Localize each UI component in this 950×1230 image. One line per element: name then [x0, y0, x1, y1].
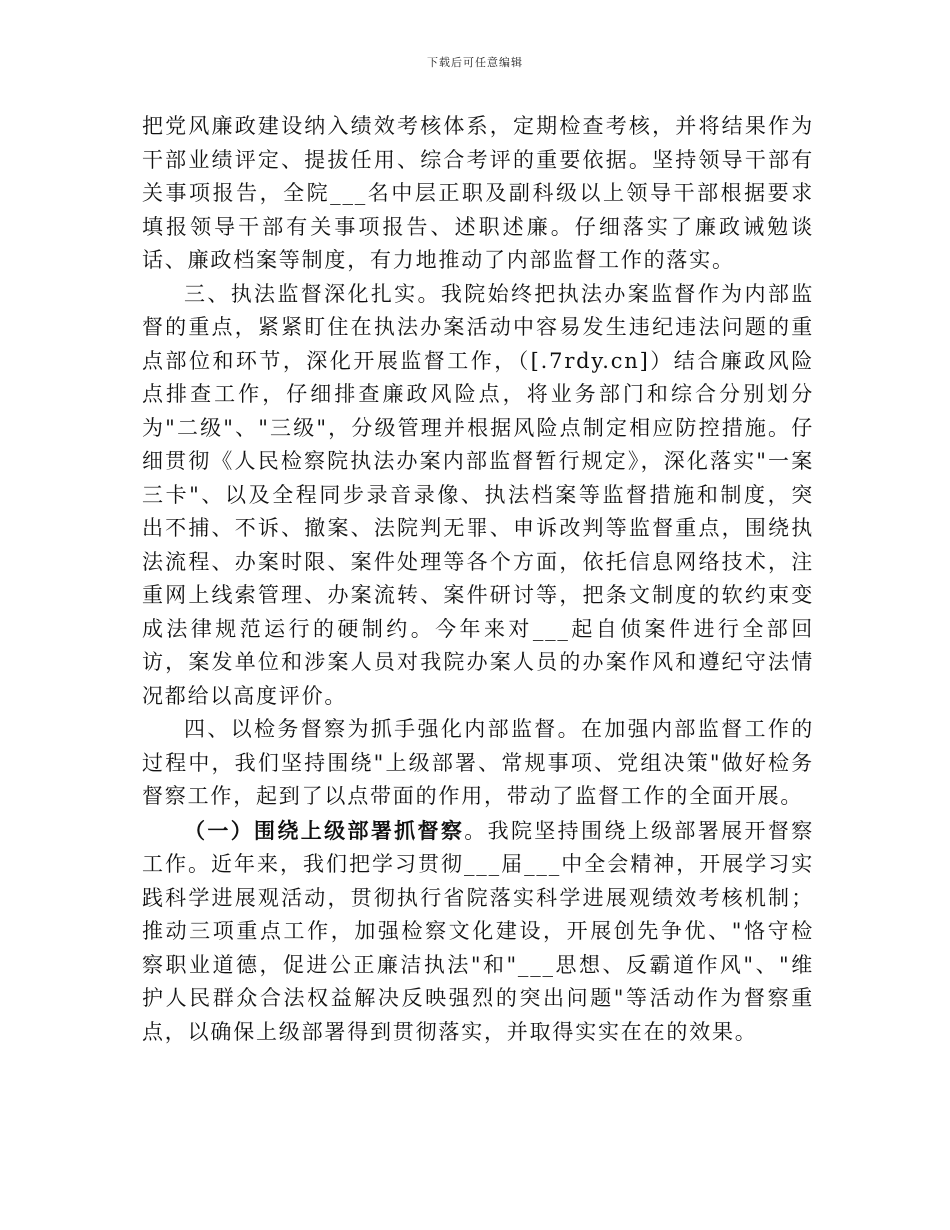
paragraph-4-text: 。我院坚持围绕上级部署展开督察工作。近年来，我们把学习贯彻___届___中全会精神，开展学习实践科学进展观活动，贯彻执行省院落实科学进展观绩效考核机制；推动三项重点工作，加强检察文化建设，开展创先争优、"恪守检察职业道德，促进公正廉洁执法"和"___思想、反霸道作风"、"维护人民群众合法权益解决反映强烈的突出问题"等活动作为督察重点，以确保上级部署得到贯彻落实，并取得实实在在的效果。 [142, 818, 814, 1044]
paragraph-3: 四、以检务督察为抓手强化内部监督。在加强内部监督工作的过程中，我们坚持围绕"上级部署、常规事项、党组决策"做好检务督察工作，起到了以点带面的作用，带动了监督工作的全面开展。 [142, 717, 814, 808]
paragraph-1: 把党风廉政建设纳入绩效考核体系，定期检查考核，并将结果作为干部业绩评定、提拔任用、综合考评的重要依据。坚持领导干部有关事项报告，全院___名中层正职及副科级以上领导干部根据要求填报领导干部有关事项报告、述职述廉。仔细落实了廉政诫勉谈话、廉政档案等制度，有力地推动了内部监督工作的落实。 [142, 114, 814, 272]
paragraph-4-lead: （一）围绕上级部署抓督察 [184, 817, 465, 843]
paragraph-4 [142, 814, 814, 1050]
page-header: 下载后可任意编辑 [427, 56, 523, 69]
paragraph-2: 三、执法监督深化扎实。我院始终把执法办案监督作为内部监督的重点，紧紧盯住在执法办案活动中容易发生违纪违法问题的重点部位和环节，深化开展监督工作，（[.7rdy.cn]）结合廉政风险点排查工作，仔细排查廉政风险点，将业务部门和综合分别划分为"二级"、"三级"，分级管理并根据风险点制定相应防控措施。仔细贯彻《人民检察院执法办案内部监督暂行规定》，深化落实"一案三卡"、以及全程同步录音录像、执法档案等监督措施和制度，突出不捕、不诉、撤案、法院判无罪、申诉改判等监督重点，围绕执法流程、办案时限、案件处理等各个方面，依托信息网络技术，注重网上线索管理、办案流转、案件研讨等，把条文制度的软约束变成法律规范运行的硬制约。今年来对___起自侦案件进行全部回访，案发单位和涉案人员对我院办案人员的办案作风和遵纪守法情况都给以高度评价。 [142, 281, 814, 708]
document-body [142, 110, 814, 1049]
